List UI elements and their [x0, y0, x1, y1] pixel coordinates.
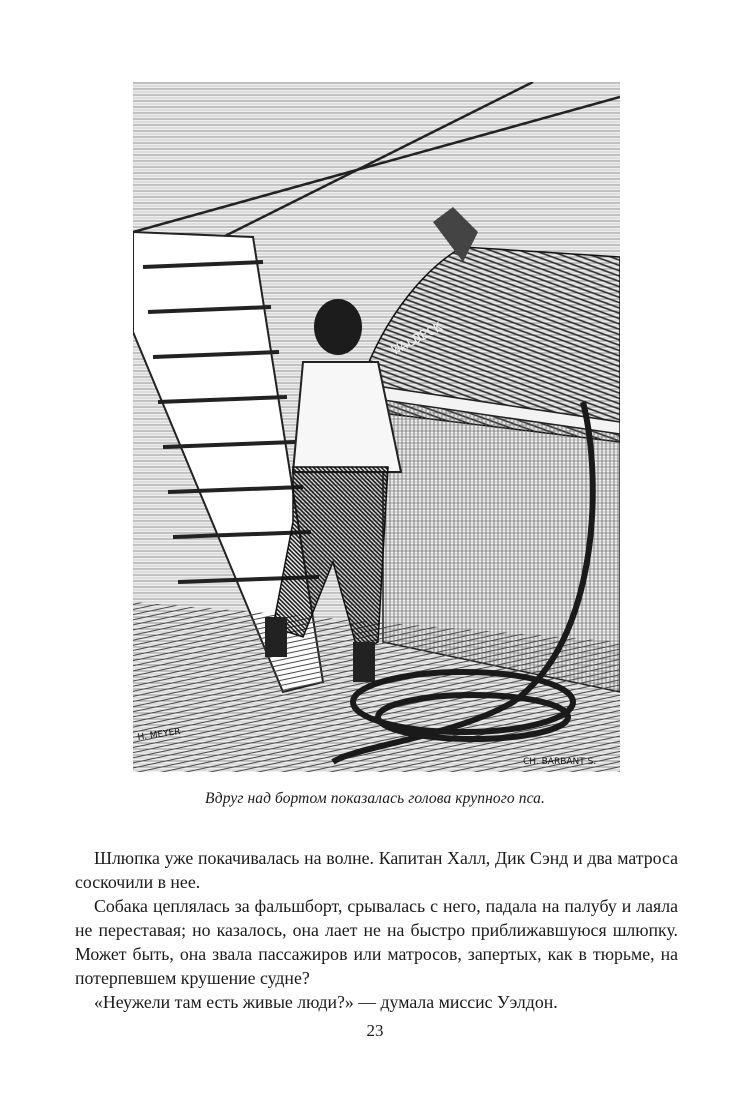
paragraph: «Неужели там есть живые люди?» — думала миссис Уэлдон.	[94, 992, 558, 1012]
hull-lettering: WALDECK	[389, 319, 446, 359]
signature-right: CH. BARBANT S.	[523, 757, 597, 767]
paragraph: Собака цеплялась за фальшборт, срывалась с него, падала на палубу и лаяла не переставая; но казалось, она лает не на быстро приближавшуюся шлюпку. Может быть, она звала пассажиров или матросов, запертых, как в тюрьме, на потерпевшем крушение судне?	[75, 896, 678, 988]
engraving	[133, 82, 620, 772]
signature-left: H. MEYER	[137, 727, 182, 743]
illustration	[133, 82, 620, 772]
paragraph: Шлюпка уже покачивалась на волне. Капитан Халл, Дик Сэнд и два матроса соскочили в нее.	[75, 848, 678, 892]
body-text	[75, 846, 678, 1014]
caption: Вдруг над бортом показалась голова крупного пса.	[205, 790, 545, 807]
page-number: 23	[366, 1021, 384, 1040]
